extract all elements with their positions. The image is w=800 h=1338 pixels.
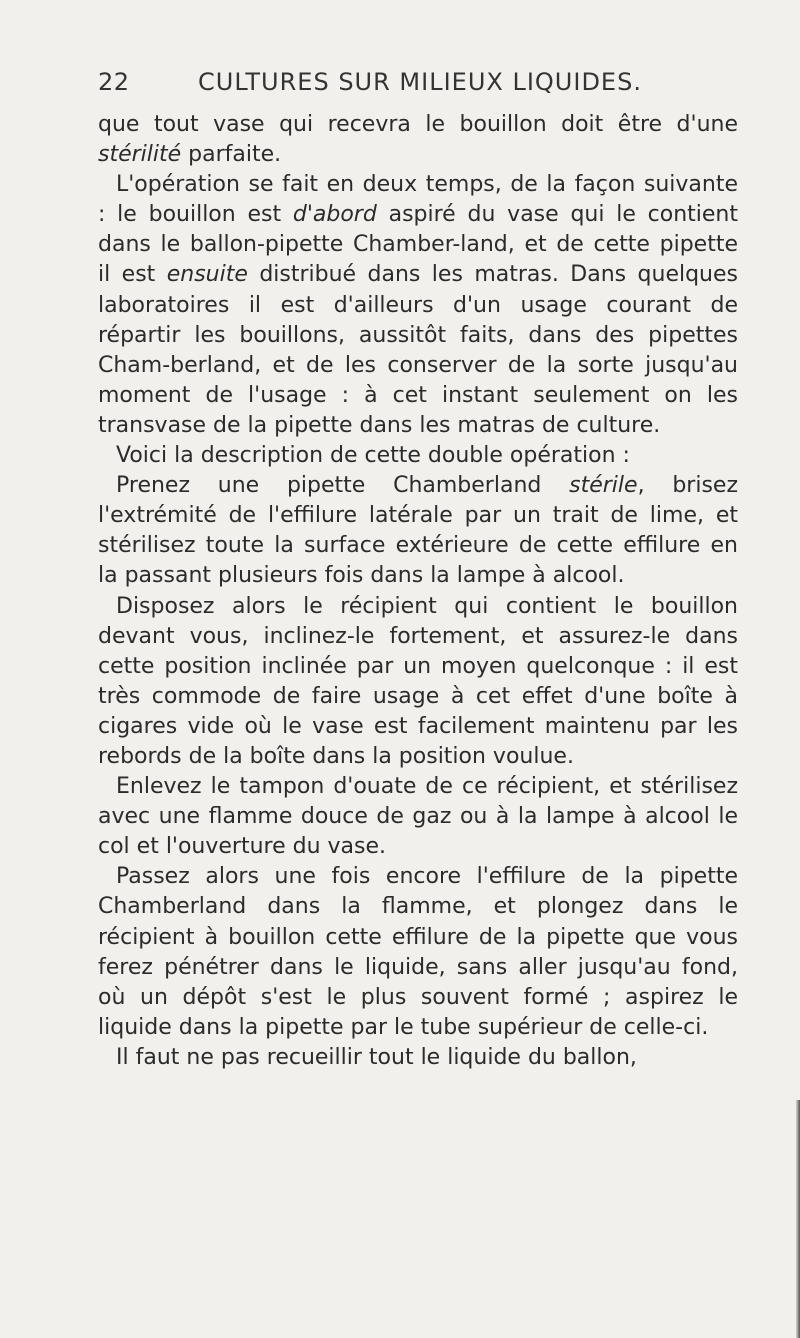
page-edge-shadow bbox=[796, 1100, 800, 1338]
text-run: Enlevez le tampon d'ouate de ce récipient, et stérilisez avec une flamme douce de gaz ou à la lampe à alcool le col et l'ouverture du vase. bbox=[98, 774, 738, 860]
page-number: 22 bbox=[98, 68, 130, 96]
text-run: Disposez alors le récipient qui contient le bouillon devant vous, inclinez-le fortement, et assurez-le dans cette position inclinée par un moyen quelconque : il est très commode de faire usage à cet effet d'une boîte à cigares vide où le vase est facilement maintenu par les rebords de la boîte dans la position voulue. bbox=[98, 593, 738, 769]
paragraph bbox=[98, 471, 738, 591]
text-run: que tout vase qui recevra le bouillon doit être d'une bbox=[98, 112, 738, 137]
text-run: Prenez une pipette Chamberland bbox=[116, 473, 570, 499]
text-run: distribué dans les matras. Dans quelques laboratoires il est d'ailleurs d'un usage courant de répartir les bouillons, aussitôt faits, dans des pipettes Cham-berland, et de les conserver de la sorte jusqu'au moment de l'usage : à cet instant seulement on les transvase de la pipette dans les matras de culture. bbox=[98, 262, 738, 438]
italic-text: ensuite bbox=[166, 262, 248, 288]
paragraph bbox=[98, 441, 738, 471]
text-run: Il faut ne pas recueillir tout le liquide du ballon, bbox=[116, 1044, 637, 1070]
body-text bbox=[98, 110, 738, 1073]
italic-text: d'abord bbox=[292, 202, 377, 228]
paragraph bbox=[98, 110, 738, 170]
paragraph bbox=[98, 1043, 738, 1073]
paragraph bbox=[98, 772, 738, 862]
running-title: CULTURES SUR MILIEUX LIQUIDES. bbox=[198, 68, 642, 96]
paragraph bbox=[98, 592, 738, 773]
page-header bbox=[98, 68, 738, 108]
paragraph bbox=[98, 170, 738, 441]
italic-text: stérilité bbox=[98, 142, 182, 168]
text-run: parfaite. bbox=[181, 142, 282, 168]
italic-text: stérile bbox=[569, 473, 638, 499]
text-run: , brisez l'extrémité de l'effilure latérale par un trait de lime, et stérilisez toute la surface extérieure de cette effilure en la passant plusieurs fois dans la lampe à alcool. bbox=[98, 473, 739, 589]
text-run: aspiré du vase qui le contient dans le ballon-pipette Chamber-land, et de cette pipette il est bbox=[98, 202, 738, 288]
text-run: Voici la description de cette double opération : bbox=[116, 443, 630, 469]
paragraph bbox=[98, 862, 738, 1043]
text-run: Passez alors une fois encore l'effilure de la pipette Chamberland dans la flamme, et plongez dans le récipient à bouillon cette effilure de la pipette que vous ferez pénétrer dans le liquide, sans aller jusqu'au fond, où un dépôt s'est le plus souvent formé ; aspirez le liquide dans la pipette par le tube supérieur de celle-ci. bbox=[98, 864, 738, 1040]
text-run: L'opération se fait en deux temps, de la façon suivante : le bouillon est bbox=[98, 172, 738, 228]
